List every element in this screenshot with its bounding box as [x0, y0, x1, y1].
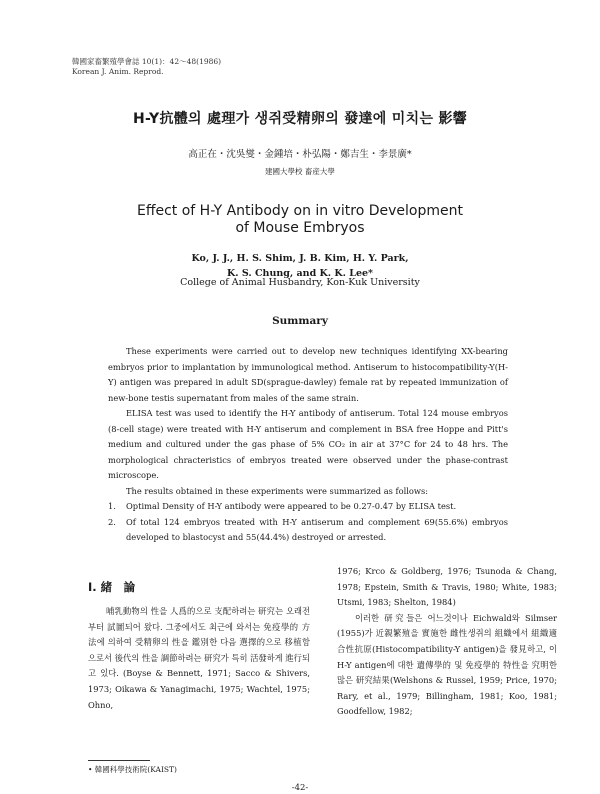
footnote: • 韓國科學技術院(KAIST) [88, 765, 177, 774]
summary-body [108, 344, 508, 546]
summary-result-number: 2. [108, 516, 116, 527]
summary-result-text: Optimal Density of H-Y antibody were appeared to be 0.27-0.47 by ELISA test. [126, 501, 457, 511]
summary-paragraph-1: These experiments were carried out to develop new techniques identifying XX-bearing embryos prior to implantation by immunological method. Antiserum to histocompatibility-Y(H-Y) antigen was prepared in adult SD(sprague-dawley) female rat by repeated immunization of new-bone testis supernatant from males of the same strain. [108, 346, 508, 403]
footnote-divider [88, 760, 150, 761]
authors-korean: 高正在・沈吳燮・金鍾培・朴弘陽・鄭吉生・李景廣* [188, 149, 412, 160]
summary-heading: Summary [272, 315, 328, 327]
intro-left-paragraph: 哺乳動物의 性을 人爲的으로 支配하려는 研究는 오래전부터 試圖되어 왔다. 그중에서도 최근에 와서는 免疫學的 方法에 의하여 受精卵의 性을 鑑別한 다음 選擇的으로 移植함으로서 後代의 性을 調節하려는 研究가 특히 活發하게 進行되고 있다. (Boyse & Bennett, 1971; Sacco & Shivers, 1973; Oikawa & Yanagimachi, 1975; Wachtel, 1975; Ohno, [88, 606, 310, 710]
title-english-line1: Effect of H-Y Antibody on in vitro Development [137, 203, 463, 219]
summary-result-text: Of total 124 embryos treated with H-Y antiserum and complement 69(55.6%) embryos developed to blastocyst and 55(44.4%) destroyed or arrested. [126, 516, 508, 542]
page-number: -42- [291, 783, 309, 793]
summary-result-number: 1. [108, 501, 116, 511]
affiliation-english: College of Animal Husbandry, Kon-Kuk University [180, 277, 420, 288]
intro-right-paragraph-2: 이러한 研究들은 어느것이나 Eichwald와 Silmser (1955)가 近親繁殖을 實施한 雌性생쥐의 組織에서 組織適合性抗原(Histocompatibility-Y antigen)을 發見하고, 이 H-Y antigen에 대한 遺傳學的 및 免疫學的 特性을 究明한 많은 研究結果(Welshons & Russel, 1959; Price, 1970; Rary, et al., 1979; Billingham, 1981; Koo, 1981; Goodfellow, 1982; [337, 612, 557, 717]
summary-result-item [108, 515, 508, 546]
summary-paragraph-2: ELISA test was used to identify the H-Y antibody of antiserum. Total 124 mouse embryos (8-cell stage) were treated with H-Y antiserum and complement in BSA free Hoppe and Pitt's medium and cultured under the gas phase of 5% CO₂ in air at 37°C for 24 to 48 hrs. The morphological chracteristics of embryos treated were observed under the phase-contrast microscope. [108, 408, 508, 480]
intro-right-column [337, 564, 557, 720]
section-heading-introduction: Ⅰ. 緒 論 [88, 580, 136, 594]
title-english-line2: of Mouse Embryos [235, 220, 365, 236]
journal-citation-english: Korean J. Anim. Reprod. [72, 67, 164, 76]
intro-left-column [88, 604, 310, 713]
authors-english-line2: K. S. Chung, and K. K. Lee* [226, 268, 374, 279]
summary-result-item [108, 499, 508, 515]
intro-right-paragraph-1: 1976; Krco & Goldberg, 1976; Tsunoda & Chang, 1978; Epstein, Smith & Travis, 1980; White, 1983; Utsmi, 1983; Shelton, 1984) [337, 566, 557, 608]
journal-citation [72, 57, 221, 77]
title-english [0, 203, 600, 237]
journal-citation-korean: 韓國家畜繁殖學會誌 10(1)：42～48(1986) [72, 57, 222, 66]
authors-english-line1: Ko, J. J., H. S. Shim, J. B. Kim, H. Y. Park, [191, 253, 409, 264]
summary-paragraph-3: The results obtained in these experiments were summarized as follows: [126, 485, 429, 496]
affiliation-korean: 建國大學校 畜産大學 [265, 167, 335, 176]
title-korean: H-Y抗體의 處理가 생쥐受精卵의 發達에 미치는 影響 [132, 111, 468, 127]
